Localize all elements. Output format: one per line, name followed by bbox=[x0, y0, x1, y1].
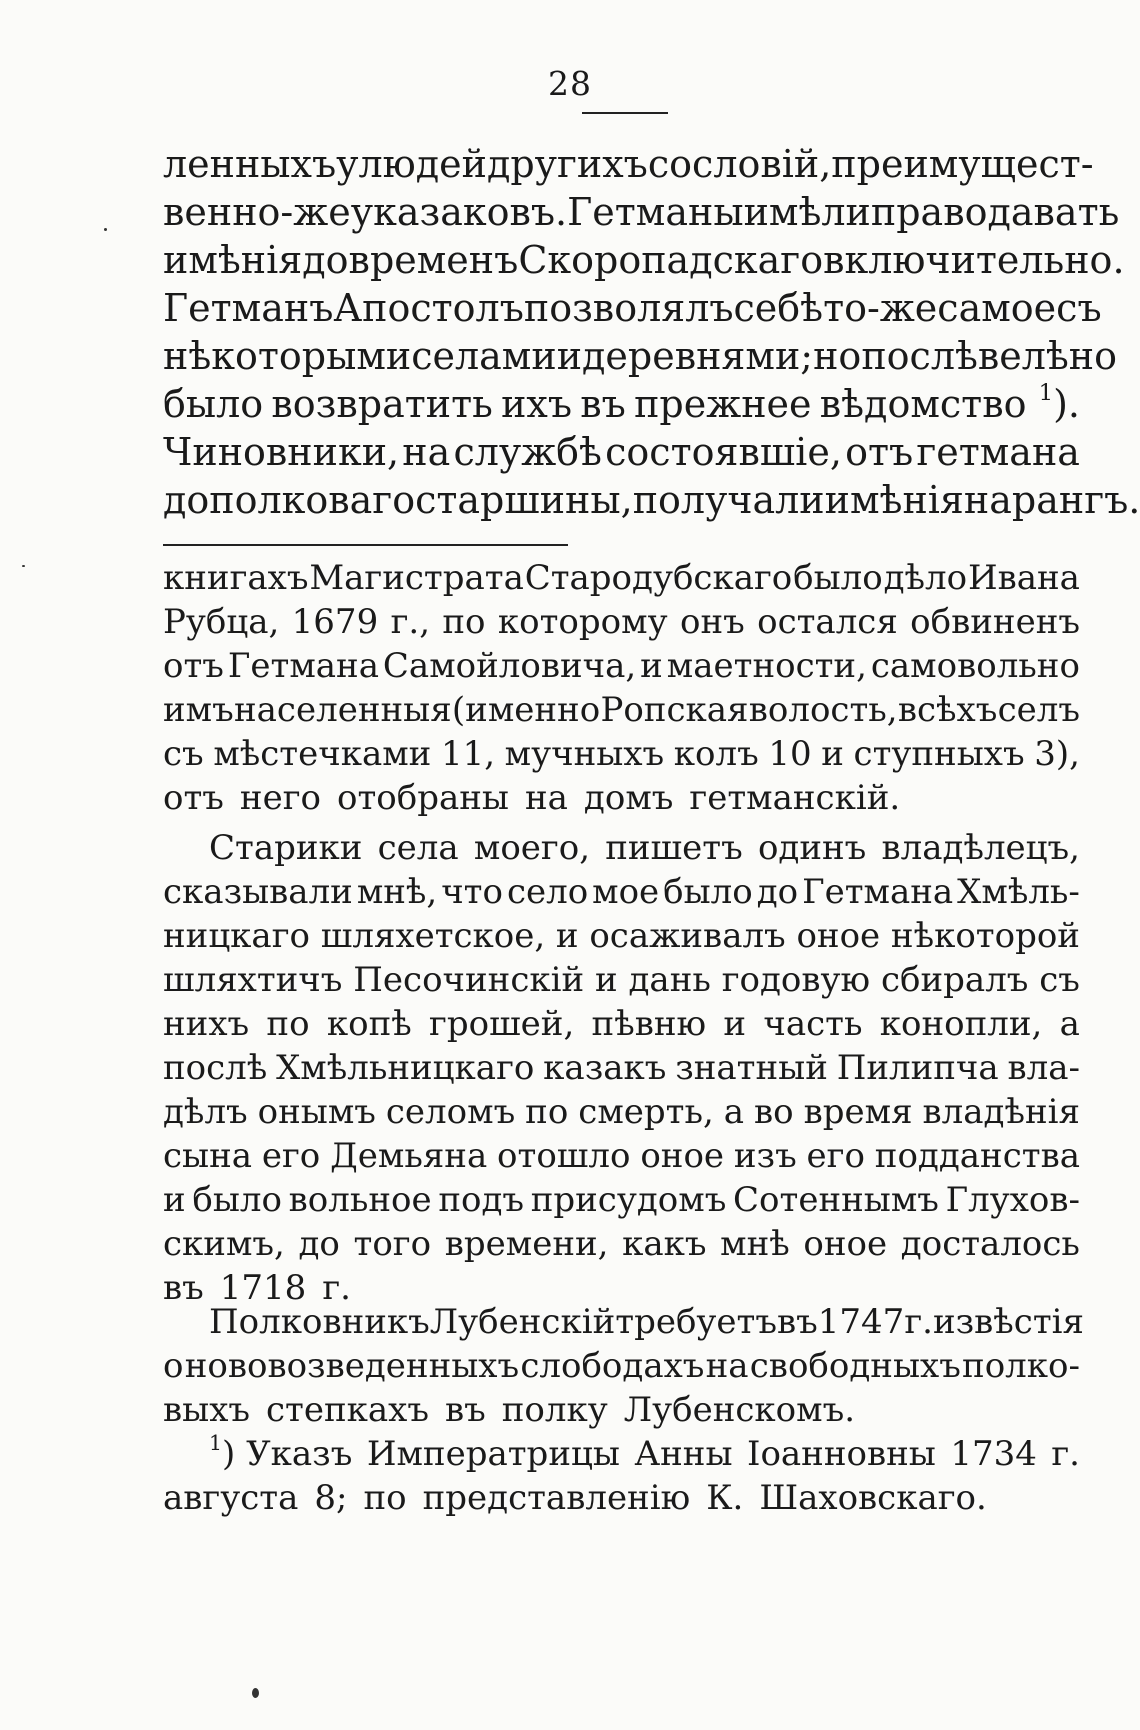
footnote-line: отъ него отобраны на домъ гетманскій. bbox=[163, 778, 901, 818]
footnote-line: книгахъ Магистрата Стародубскаго было дѣло Ивана bbox=[163, 558, 1080, 598]
paragraph-line: въ 1718 г. bbox=[163, 1268, 351, 1308]
page-number-underline bbox=[582, 112, 668, 114]
paragraph-line: нихъ по копѣ грошей, пѣвню и часть конопли, а bbox=[163, 1004, 1080, 1044]
paragraph-line: о нововозведенныхъ слободахъ на свободныхъ полко- bbox=[163, 1346, 1080, 1386]
paragraph-line: послѣ Хмѣльницкаго казакъ знатный Пилипча вла- bbox=[163, 1048, 1080, 1088]
footnote-line: августа 8; по представленію К. Шаховскаго. bbox=[163, 1478, 987, 1518]
footnote-line: имъ населенныя (именно Ропская волость, всѣхъ селъ bbox=[163, 690, 1080, 730]
footnote-reference: 1 bbox=[1038, 379, 1054, 406]
footnote-line: съ мѣстечками 11, мучныхъ колъ 10 и ступныхъ 3), bbox=[163, 734, 1080, 774]
main-line: было возвратить ихъ въ прежнее вѣдомство $^1$). bbox=[163, 379, 1080, 426]
paragraph-line: и было вольное подъ присудомъ Сотеннымъ Глухов- bbox=[163, 1180, 1080, 1220]
main-line: Чиновники, на службѣ состоявшіе, отъ гетмана bbox=[163, 430, 1080, 474]
footnote bbox=[163, 1432, 1080, 1527]
footnote-line: $^1$) Указъ Императрицы Анны Іоанновны 1734 г. bbox=[209, 1430, 1080, 1474]
paragraph-line: шляхтичъ Песочинскій и дань годовую сбиралъ съ bbox=[163, 960, 1080, 1000]
ink-speck bbox=[252, 1688, 259, 1698]
main-line: венно-же у казаковъ. Гетманы имѣли право давать bbox=[163, 190, 1120, 234]
paragraph-line: дѣлъ онымъ селомъ по смерть, а во время владѣнія bbox=[163, 1092, 1080, 1132]
footnote-line: отъ Гетмана Самойловича, и маетности, самовольно bbox=[163, 646, 1080, 686]
main-line: до полковаго старшины, получали имѣнія на рангъ. bbox=[163, 478, 1140, 522]
main-line: Гетманъ Апостолъ позволялъ себѣ то-же самое съ bbox=[163, 286, 1102, 330]
paragraph-lubny bbox=[163, 1300, 1084, 1435]
footnote-marker: 1 bbox=[209, 1430, 222, 1455]
paragraph-line: сказывали мнѣ, что село мое было до Гетмана Хмѣль- bbox=[163, 872, 1080, 912]
ink-speck bbox=[104, 228, 107, 231]
paragraph-line: выхъ степкахъ въ полку Лубенскомъ. bbox=[163, 1390, 856, 1430]
ink-speck bbox=[22, 565, 25, 567]
paragraph-line: Старики села моего, пишетъ одинъ владѣлецъ, bbox=[209, 828, 1080, 868]
paragraph-old-men bbox=[163, 826, 1080, 1316]
main-line: имѣнія до временъ Скоропадскаго включительно. bbox=[163, 238, 1125, 282]
footnote-line: Рубца, 1679 г., по которому онъ остался обвиненъ bbox=[163, 602, 1080, 642]
paragraph-line: Полковникъ Лубенскій требуетъ въ1747 г. извѣстія bbox=[209, 1302, 1084, 1342]
main-line: нѣкоторыми селами и деревнями; но послѣ велѣно bbox=[163, 334, 1118, 378]
main-text bbox=[163, 140, 1140, 540]
footnote-separator bbox=[163, 544, 568, 546]
main-line: ленныхъ у людей другихъ сословій, преимущест- bbox=[163, 142, 1094, 186]
paragraph-line: скимъ, до того времени, какъ мнѣ оное досталось bbox=[163, 1224, 1080, 1264]
page-number: 28 bbox=[548, 64, 592, 103]
paragraph-line: ницкаго шляхетское, и осаживалъ оное нѣкоторой bbox=[163, 916, 1080, 956]
footnote-continuation bbox=[163, 556, 1080, 826]
paragraph-line: сына его Демьяна отошло оное изъ его подданства bbox=[163, 1136, 1080, 1176]
